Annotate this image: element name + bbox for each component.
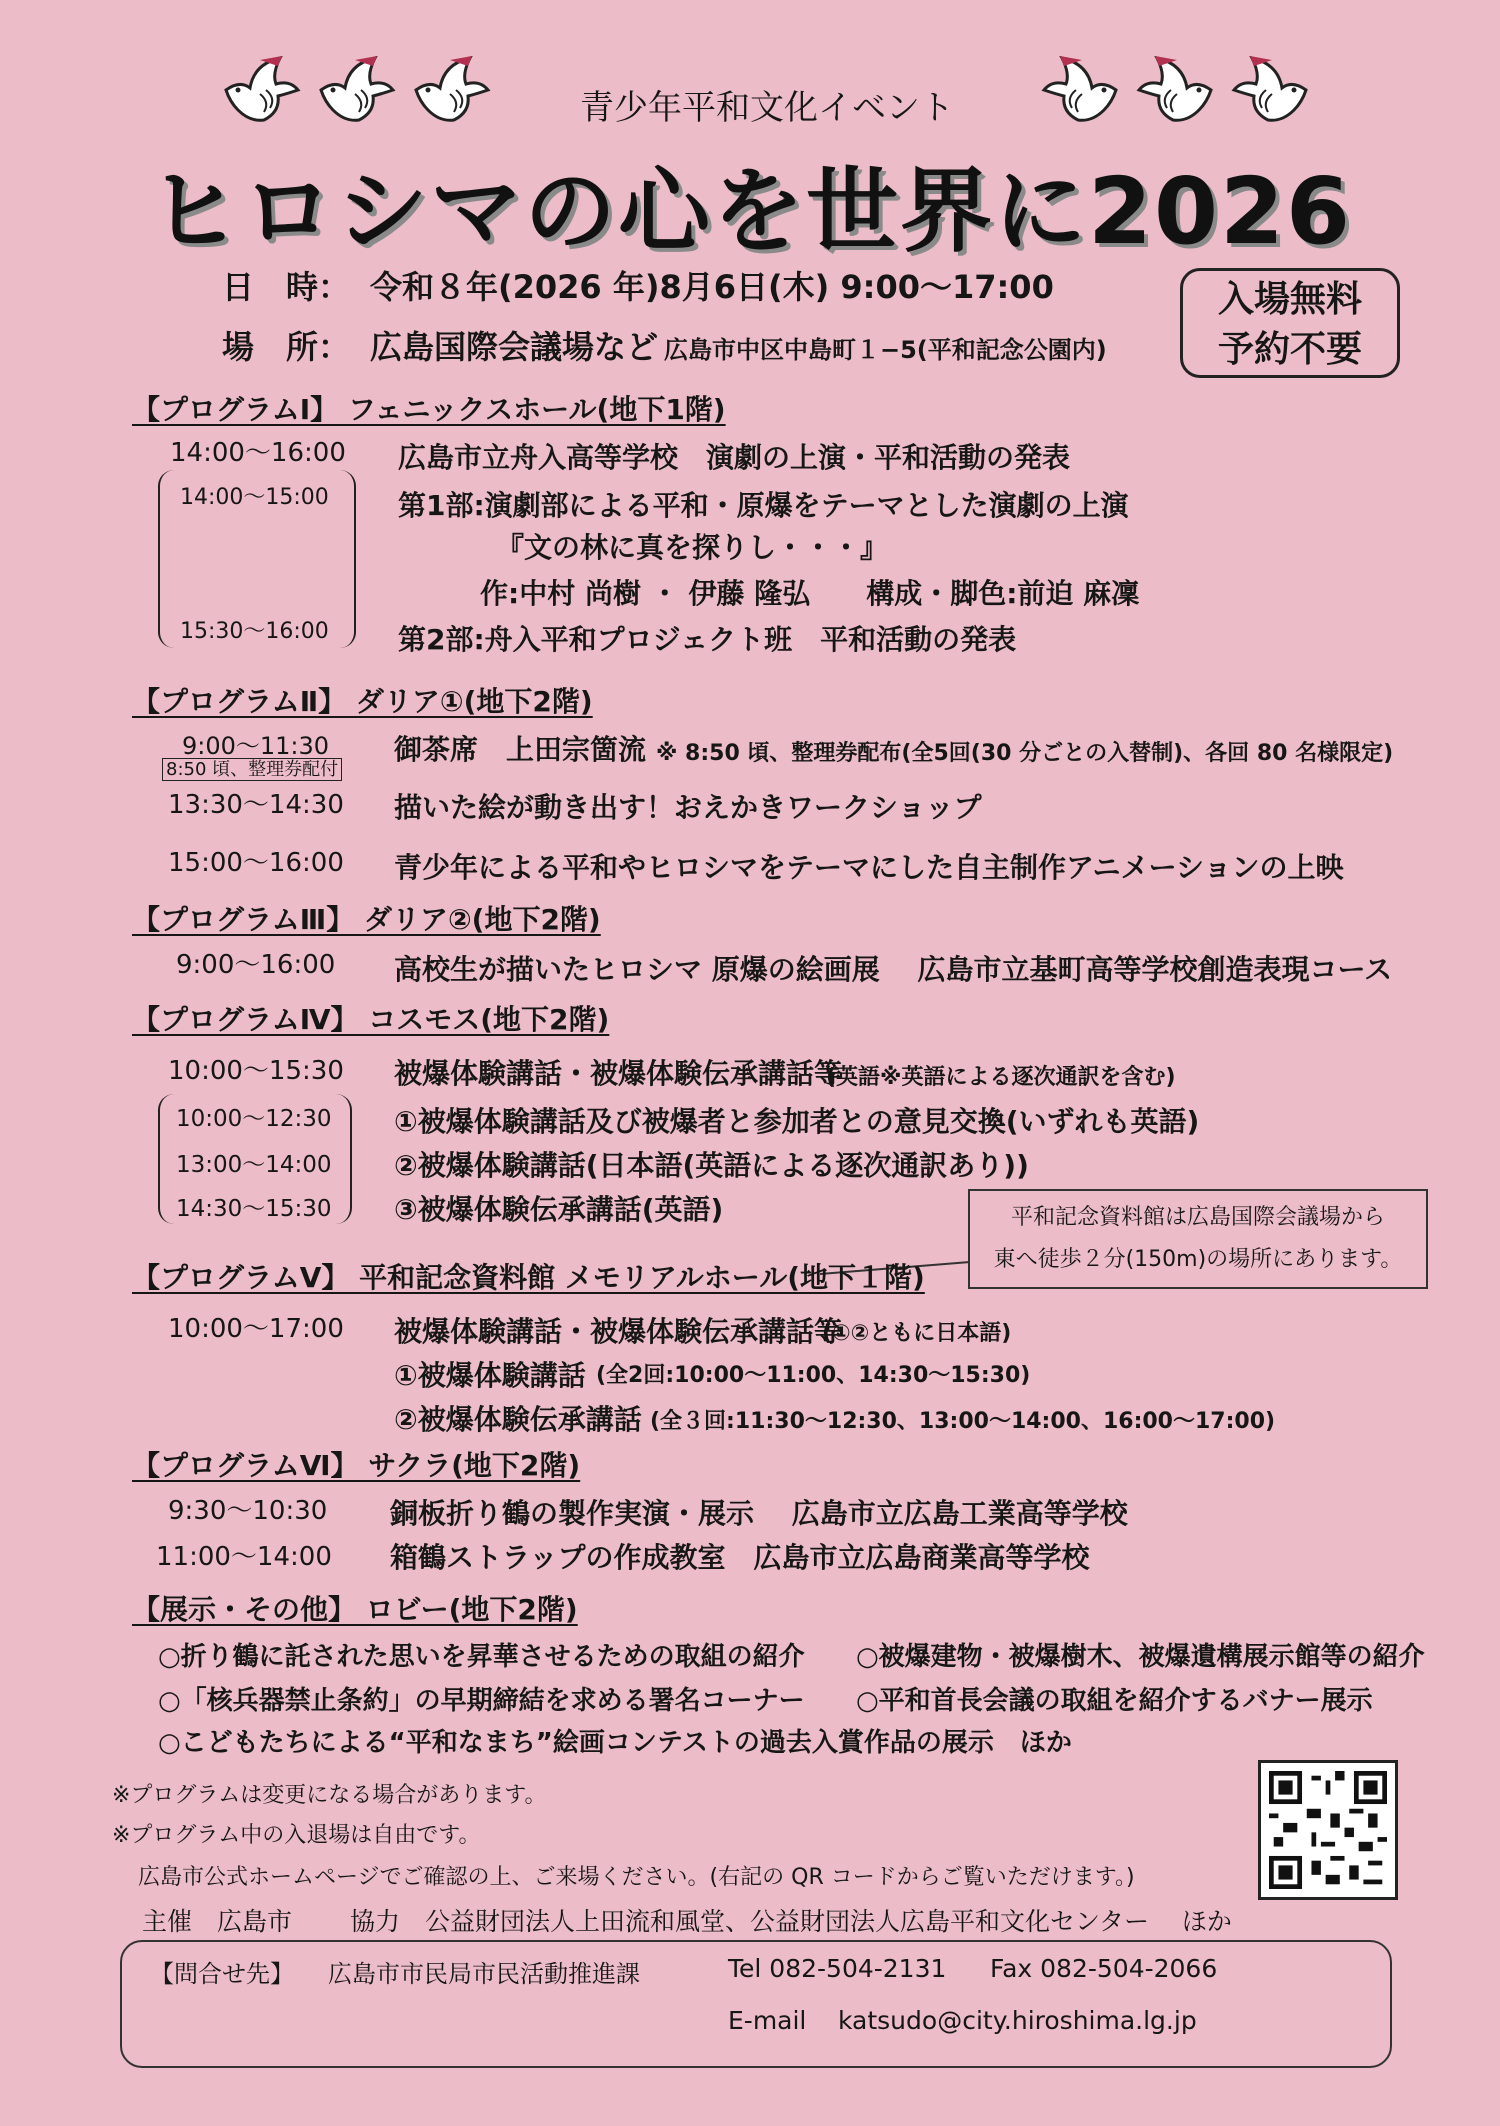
program2-ticket-note: [162, 755, 342, 781]
dove-icon: [315, 50, 397, 130]
program1-title: 広島市立舟入高等学校 演劇の上演・平和活動の発表: [398, 441, 1071, 474]
program5-heading: 【プログラムⅤ】 平和記念資料館 メモリアルホール(地下１階): [132, 1261, 925, 1294]
program2-item1: 御茶席 上田宗箇流: [394, 733, 647, 766]
program6-time2: 11:00〜14:00: [156, 1542, 332, 1572]
dove-icon: [410, 50, 492, 130]
exhibit-item: ○「核兵器禁止条約」の早期締結を求める署名コーナー: [158, 1686, 805, 1716]
program3-time: 9:00〜16:00: [176, 950, 336, 980]
program5-time: 10:00〜17:00: [168, 1314, 344, 1344]
badge-free: 入場無料: [1217, 279, 1362, 320]
qr-code-icon: [1269, 1771, 1387, 1889]
callout-line1: 平和記念資料館は広島国際会議場から: [1010, 1205, 1385, 1230]
program5-item2-note: (全３回:11:30〜12:30、13:00〜14:00、16:00〜17:00): [650, 1409, 1276, 1434]
program2-time2: 13:30〜14:30: [168, 790, 344, 820]
program6-item1: 銅板折り鶴の製作実演・展示 広島市立広島工業高等学校: [390, 1497, 1128, 1530]
program1-time-a: 14:00〜15:00: [180, 485, 329, 510]
place-label: 場 所：: [222, 328, 351, 366]
program3-heading: 【プログラムⅢ】 ダリア②(地下2階): [132, 903, 601, 936]
event-title: ヒロシマの心を世界に2026: [147, 158, 1353, 265]
exhibits-heading: 【展示・その他】 ロビー(地下2階): [132, 1593, 578, 1626]
callout-line2: 東へ徒歩２分(150m)の場所にあります。: [993, 1247, 1403, 1272]
dove-icon: [220, 50, 302, 130]
qr-code[interactable]: [1258, 1760, 1398, 1900]
program2-time3: 15:00〜16:00: [168, 848, 344, 878]
footer-note-change: ※プログラムは変更になる場合があります。: [112, 1783, 547, 1808]
program4-time1: 10:00〜12:30: [176, 1106, 332, 1132]
program1-part1: 第1部:演劇部による平和・原爆をテーマとした演劇の上演: [398, 489, 1129, 522]
dove-icon: [1040, 50, 1122, 130]
program4-title-note: (英語※英語による逐次通訳を含む): [826, 1065, 1176, 1090]
program4-item3: ③被爆体験伝承講話(英語): [394, 1193, 724, 1226]
program5-item1: ①被爆体験講話: [394, 1359, 586, 1392]
program2-item1-note: ※ 8:50 頃、整理券配布(全5回(30 分ごとの入替制)、各回 80 名様限定): [656, 741, 1394, 766]
program4-time3: 14:30〜15:30: [176, 1196, 332, 1222]
inquiry-tel: Tel 082-504-2131: [728, 1954, 947, 1983]
dove-icon: [1230, 50, 1312, 130]
organizer-line: 主催 広島市 協力 公益財団法人上田流和風堂、公益財団法人広島平和文化センター ほか: [142, 1907, 1232, 1936]
program1-credits: 作:中村 尚樹 ・ 伊藤 隆弘 構成・脚色:前迫 麻凜: [480, 577, 1140, 610]
program1-time-b: 15:30〜16:00: [180, 619, 329, 644]
place-address: 広島市中区中島町１−5(平和記念公園内): [664, 336, 1107, 364]
exhibit-item: ○折り鶴に託された思いを昇華させるための取組の紹介: [158, 1642, 805, 1672]
program4-time: 10:00〜15:30: [168, 1056, 344, 1086]
inquiry-email[interactable]: katsudo@city.hiroshima.lg.jp: [838, 2006, 1197, 2035]
badge-no-reservation: 予約不要: [1217, 329, 1362, 370]
program1-time: 14:00〜16:00: [170, 438, 346, 468]
place-value: 広島国際会議場など: [370, 328, 659, 366]
inquiry-fax: Fax 082-504-2066: [990, 1954, 1218, 1983]
program1-heading: 【プログラムⅠ】 フェニックスホール(地下1階): [132, 393, 726, 426]
footer-note-website: 広島市公式ホームページでご確認の上、ご来場ください。(右記の QR コードからご覧いただけます。): [138, 1865, 1135, 1890]
dove-icon: [1135, 50, 1217, 130]
museum-callout: [968, 1189, 1428, 1289]
program3-item: 高校生が描いたヒロシマ 原爆の絵画展 広島市立基町高等学校創造表現コース: [394, 953, 1393, 986]
date-value: 令和８年(2026 年)8月6日(木) 9:00〜17:00: [370, 268, 1054, 306]
inquiry-box: [120, 1940, 1392, 2068]
admission-badge: [1180, 268, 1400, 378]
exhibit-item: ○こどもたちによる“平和なまち”絵画コンテストの過去入賞作品の展示 ほか: [158, 1728, 1072, 1758]
program4-title: 被爆体験講話・被爆体験伝承講話等: [394, 1057, 843, 1090]
date-label: 日 時：: [222, 268, 351, 306]
program6-heading: 【プログラムⅥ】 サクラ(地下2階): [132, 1449, 581, 1482]
program2-heading: 【プログラムⅡ】 ダリア①(地下2階): [132, 685, 593, 718]
program2-item3: 青少年による平和やヒロシマをテーマにした自主制作アニメーションの上映: [394, 851, 1344, 884]
program2-time1: 9:00〜11:30: [182, 732, 330, 760]
program5-title: 被爆体験講話・被爆体験伝承講話等: [394, 1315, 843, 1348]
program6-item2: 箱鶴ストラップの作成教室 広島市立広島商業高等学校: [390, 1541, 1090, 1574]
inquiry-label: 【問合せ先】: [150, 1960, 294, 1988]
program1-play-title: 『文の林に真を探りし・・・』: [496, 531, 889, 564]
program5-title-note: (①②ともに日本語): [822, 1321, 1012, 1346]
program2-item2: 描いた絵が動き出す！おえかきワークショップ: [394, 791, 982, 824]
program5-item1-note: (全2回:10:00〜11:00、14:30〜15:30): [596, 1363, 1031, 1388]
program1-part2: 第2部:舟入平和プロジェクト班 平和活動の発表: [398, 623, 1017, 656]
inquiry-department: 広島市市民局市民活動推進課: [328, 1960, 640, 1988]
program4-heading: 【プログラムⅣ】 コスモス(地下2階): [132, 1003, 610, 1036]
event-subtitle: 青少年平和文化イベント: [580, 88, 954, 128]
inquiry-email-label: E-mail: [728, 2006, 807, 2035]
program4-item2: ②被爆体験講話(日本語(英語による逐次通訳あり)): [394, 1149, 1029, 1182]
program4-item1: ①被爆体験講話及び被爆者と参加者との意見交換(いずれも英語): [394, 1105, 1200, 1138]
footer-note-entry: ※プログラム中の入退場は自由です。: [112, 1823, 481, 1848]
exhibit-item: ○被爆建物・被爆樹木、被爆遺構展示館等の紹介: [856, 1642, 1425, 1672]
exhibit-item: ○平和首長会議の取組を紹介するバナー展示: [856, 1686, 1373, 1716]
program4-time2: 13:00〜14:00: [176, 1152, 332, 1178]
program6-time1: 9:30〜10:30: [168, 1496, 328, 1526]
ticket-note-box: 8:50 頃、整理券配付: [162, 758, 342, 781]
dove-group-right: [1040, 50, 1320, 140]
dove-group-left: [220, 50, 500, 140]
program5-item2: ②被爆体験伝承講話: [394, 1403, 642, 1436]
